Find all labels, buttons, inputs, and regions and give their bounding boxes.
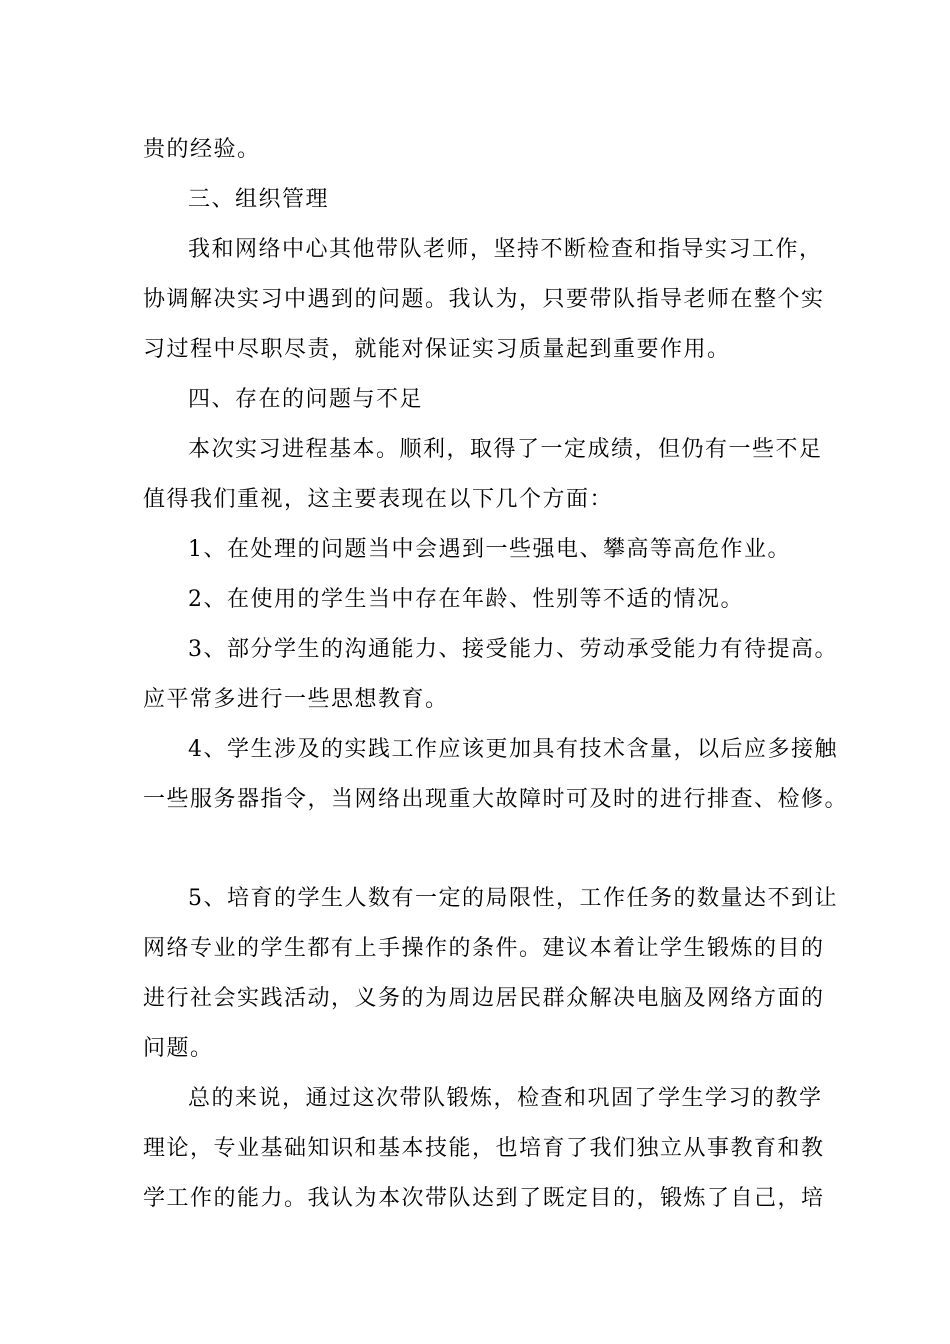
text-line: 我和网络中心其他带队老师，坚持不断检查和指导实习工作， <box>188 237 823 262</box>
text-line: 理论，专业基础知识和基本技能，也培育了我们独立从事教育和教 <box>143 1136 825 1161</box>
list-item: 3、部分学生的沟通能力、接受能力、劳动承受能力有待提高。 <box>188 637 838 662</box>
text-line: 一些服务器指令，当网络出现重大故障时可及时的进行排查、检修。 <box>143 787 849 812</box>
text-line: 问题。 <box>143 1036 214 1061</box>
text-line: 网络专业的学生都有上手操作的条件。建议本着让学生锻炼的目的 <box>143 936 825 961</box>
text-line: 学工作的能力。我认为本次带队达到了既定目的，锻炼了自己，培 <box>143 1186 825 1211</box>
list-item: 5、培育的学生人数有一定的局限性，工作任务的数量达不到让 <box>188 886 838 911</box>
text-line: 贵的经验。 <box>143 137 261 162</box>
section-heading: 四、存在的问题与不足 <box>188 387 424 412</box>
text-line: 习过程中尽职尽责，就能对保证实习质量起到重要作用。 <box>143 337 731 362</box>
list-item: 4、学生涉及的实践工作应该更加具有技术含量，以后应多接触 <box>188 737 838 762</box>
text-line: 值得我们重视，这主要表现在以下几个方面： <box>143 487 614 512</box>
text-line: 应平常多进行一些思想教育。 <box>143 687 449 712</box>
text-line: 本次实习进程基本。顺利，取得了一定成绩，但仍有一些不足 <box>188 437 823 462</box>
text-line: 进行社会实践活动，义务的为周边居民群众解决电脑及网络方面的 <box>143 986 825 1011</box>
section-heading: 三、组织管理 <box>188 187 330 212</box>
text-line: 总的来说，通过这次带队锻炼，检查和巩固了学生学习的教学 <box>188 1086 823 1111</box>
list-item: 1、在处理的问题当中会遇到一些强电、攀高等高危作业。 <box>188 537 791 562</box>
text-line: 协调解决实习中遇到的问题。我认为，只要带队指导老师在整个实 <box>143 287 825 312</box>
list-item: 2、在使用的学生当中存在年龄、性别等不适的情况。 <box>188 587 744 612</box>
